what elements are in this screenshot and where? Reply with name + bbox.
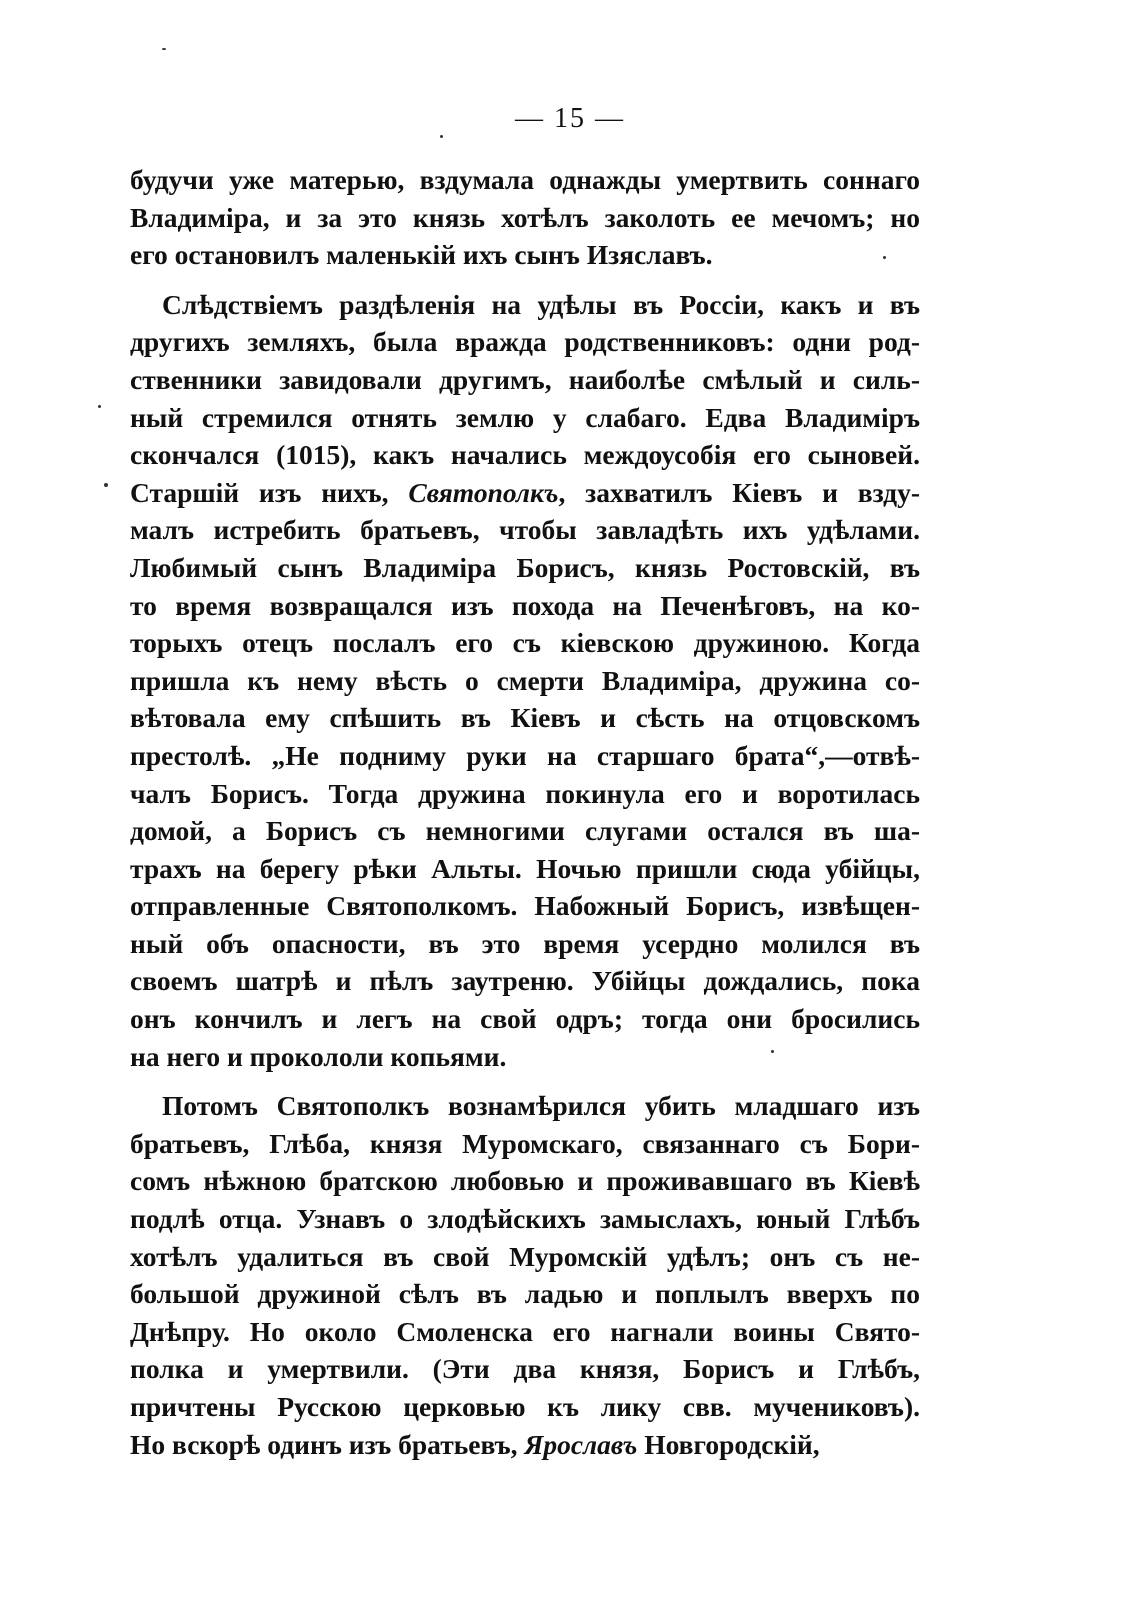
text-segment: Новгородскій, bbox=[637, 1428, 820, 1460]
print-speck bbox=[98, 405, 101, 408]
text-segment: Днѣпру. Но около Смоленска его нагнали воины Свято- bbox=[130, 1315, 920, 1347]
text-line bbox=[130, 624, 920, 662]
text-segment: Владиміра, и за это князь хотѣлъ заколоть ее мечомъ; но bbox=[130, 201, 920, 233]
text-segment: торыхъ отецъ послалъ его съ кіевскою дружиною. Когда bbox=[130, 627, 920, 659]
text-line bbox=[130, 887, 920, 925]
text-segment: престолѣ. „Не подниму руки на старшаго брата“,—отвѣ- bbox=[130, 739, 920, 771]
text-segment: скончался (1015), какъ начались междоусобія его сыновей. bbox=[130, 439, 920, 471]
text-line bbox=[130, 699, 920, 737]
text-line bbox=[130, 1275, 920, 1313]
text-segment: Потомъ Святополкъ вознамѣрился убить младшаго изъ bbox=[162, 1090, 920, 1122]
print-speck bbox=[104, 483, 108, 487]
text-line bbox=[130, 1313, 920, 1351]
text-line bbox=[130, 1125, 920, 1163]
text-segment: Слѣдствіемъ раздѣленія на удѣлы въ Россіи, какъ и въ bbox=[162, 288, 920, 320]
text-segment: Но вскорѣ одинъ изъ братьевъ, bbox=[130, 1428, 525, 1460]
page-number: — 15 — bbox=[515, 103, 625, 134]
text-line bbox=[130, 199, 920, 237]
text-segment: Любимый сынъ Владиміра Борисъ, князь Ростовскій, въ bbox=[130, 551, 920, 583]
text-line bbox=[130, 549, 920, 587]
text-segment: подлѣ отца. Узнавъ о злодѣйскихъ замыслахъ, юный Глѣбъ bbox=[130, 1203, 920, 1235]
text-segment: чалъ Борисъ. Тогда дружина покинула его и воротилась bbox=[130, 777, 920, 809]
text-line bbox=[130, 1426, 920, 1464]
text-line bbox=[130, 1038, 920, 1076]
text-line bbox=[130, 737, 920, 775]
print-speck bbox=[162, 48, 166, 50]
text-line bbox=[130, 236, 920, 274]
text-segment: ный стремился отнять землю у слабаго. Едва Владиміръ bbox=[130, 401, 920, 433]
body-text bbox=[130, 161, 920, 1463]
text-segment: большой дружиной сѣлъ въ ладью и поплылъ вверхъ по bbox=[130, 1278, 920, 1310]
text-segment: трахъ на берегу рѣки Альты. Ночью пришли сюда убійцы, bbox=[130, 852, 920, 884]
text-segment: ный объ опасности, въ это время усердно молился въ bbox=[130, 927, 920, 959]
italic-name: Святополкъ bbox=[408, 476, 559, 508]
text-line bbox=[130, 587, 920, 625]
print-speck bbox=[440, 135, 443, 138]
text-segment: малъ истребить братьевъ, чтобы завладѣть ихъ удѣлами. bbox=[130, 514, 920, 546]
text-segment: братьевъ, Глѣба, князя Муромскаго, связаннаго съ Бори- bbox=[130, 1127, 920, 1159]
text-segment: хотѣлъ удалиться въ свой Муромскій удѣлъ; онъ съ не- bbox=[130, 1240, 920, 1272]
text-segment: причтены Русскою церковью къ лику свв. мучениковъ). bbox=[130, 1391, 920, 1422]
text-line bbox=[130, 1350, 920, 1388]
text-segment: на него и прокололи копьями. bbox=[130, 1040, 507, 1072]
italic-name: Ярославъ bbox=[524, 1428, 638, 1460]
text-line bbox=[130, 1238, 920, 1276]
text-segment: его остановилъ маленькій ихъ сынъ Изяславъ. bbox=[130, 239, 713, 271]
text-line bbox=[130, 812, 920, 850]
text-line bbox=[130, 1087, 920, 1125]
text-segment: будучи уже матерью, вздумала однажды умертвить соннаго bbox=[130, 164, 920, 195]
text-line bbox=[130, 161, 920, 199]
text-segment: вѣтовала ему спѣшить въ Кіевъ и сѣсть на отцовскомъ bbox=[130, 702, 920, 734]
text-segment: пришла къ нему вѣсть о смерти Владиміра, дружина со- bbox=[130, 664, 920, 696]
text-line bbox=[130, 1162, 920, 1200]
text-segment: ственники завидовали другимъ, наиболѣе смѣлый и силь- bbox=[130, 363, 920, 395]
text-line bbox=[130, 361, 920, 399]
text-segment: сомъ нѣжною братскою любовью и проживавшаго въ Кіевѣ bbox=[130, 1165, 920, 1197]
print-speck bbox=[771, 1050, 774, 1053]
text-segment: то время возвращался изъ похода на Печенѣговъ, на ко- bbox=[130, 589, 920, 621]
text-line bbox=[130, 511, 920, 549]
print-speck bbox=[883, 256, 886, 259]
text-line bbox=[130, 399, 920, 437]
text-line bbox=[130, 436, 920, 474]
text-segment: онъ кончилъ и легъ на свой одръ; тогда они бросились bbox=[130, 1003, 920, 1035]
text-line bbox=[130, 1388, 920, 1426]
text-line bbox=[130, 286, 920, 324]
text-line bbox=[130, 662, 920, 700]
text-segment: своемъ шатрѣ и пѣлъ заутреню. Убійцы дождались, пока bbox=[130, 965, 920, 997]
text-segment: Старшій изъ нихъ, bbox=[130, 476, 409, 508]
text-line bbox=[130, 1000, 920, 1038]
text-segment: отправленные Святополкомъ. Набожный Борисъ, извѣщен- bbox=[130, 890, 920, 922]
text-line bbox=[130, 962, 920, 1000]
text-line bbox=[130, 925, 920, 963]
text-segment: другихъ земляхъ, была вражда родственниковъ: одни род- bbox=[130, 326, 920, 358]
text-line bbox=[130, 850, 920, 888]
text-line bbox=[130, 323, 920, 361]
text-segment: полка и умертвили. (Эти два князя, Борисъ и Глѣбъ, bbox=[130, 1353, 920, 1385]
text-segment: домой, а Борисъ съ немногими слугами остался въ ша- bbox=[130, 815, 920, 847]
text-line bbox=[130, 775, 920, 813]
text-segment: , захватилъ Кіевъ и взду- bbox=[558, 476, 920, 508]
text-line bbox=[130, 474, 920, 512]
text-line bbox=[130, 1200, 920, 1238]
